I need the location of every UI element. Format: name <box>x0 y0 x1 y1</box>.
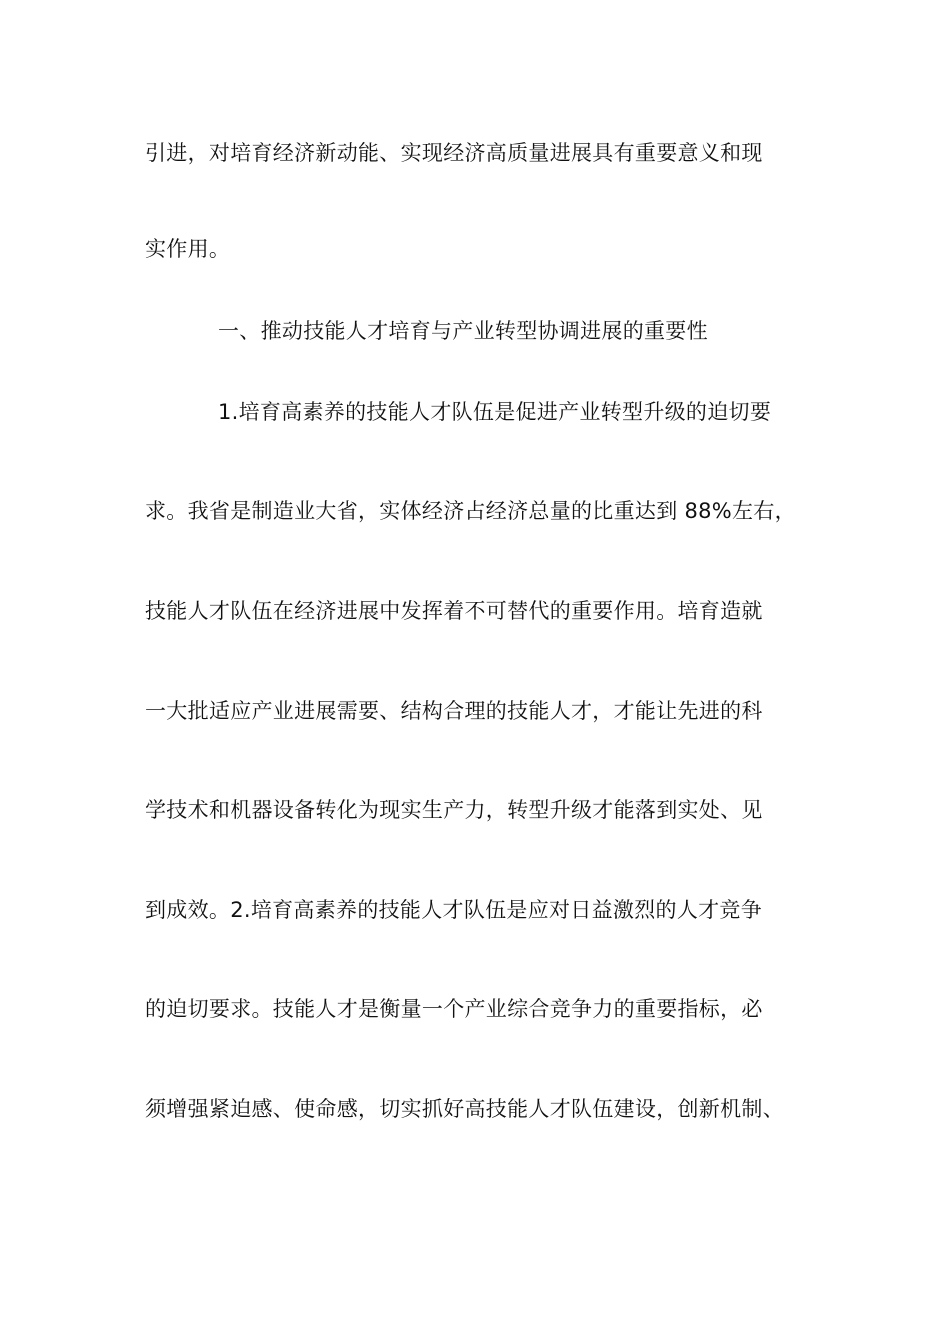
body-text-line: 学技术和机器设备转化为现实生产力，转型升级才能落到实处、见 <box>145 798 763 822</box>
body-text-line: 1.培育高素养的技能人才队伍是促进产业转型升级的迫切要 <box>218 400 772 424</box>
body-text-line: 求。我省是制造业大省，实体经济占经济总量的比重达到 88%左右， <box>145 499 796 523</box>
body-text-line: 一大批适应产业进展需要、结构合理的技能人才，才能让先进的科 <box>145 699 763 723</box>
body-text-line: 实作用。 <box>145 237 231 261</box>
section-heading: 一、推动技能人才培育与产业转型协调进展的重要性 <box>218 319 708 343</box>
body-text-line: 须增强紧迫感、使命感，切实抓好高技能人才队伍建设，创新机制、 <box>145 1097 784 1121</box>
body-text-line: 引进，对培育经济新动能、实现经济高质量进展具有重要意义和现 <box>145 141 763 165</box>
body-text-line: 技能人才队伍在经济进展中发挥着不可替代的重要作用。培育造就 <box>145 599 763 623</box>
body-text-line: 到成效。2.培育高素养的技能人才队伍是应对日益激烈的人才竞争 <box>145 898 763 922</box>
body-text-line: 的迫切要求。技能人才是衡量一个产业综合竞争力的重要指标，必 <box>145 997 763 1021</box>
